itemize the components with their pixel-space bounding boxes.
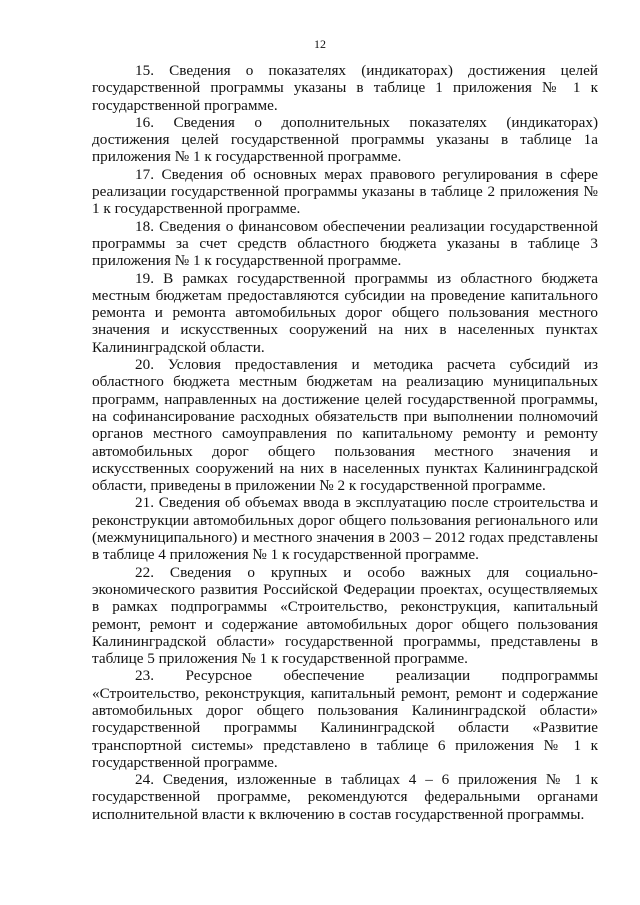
paragraph-24: 24. Сведения, изложенные в таблицах 4 – 6 приложения № 1 к государственной программе, рекомендуются федеральными органами исполнительной власти к включению в состав государственной программы. (92, 771, 598, 823)
paragraph-17: 17. Сведения об основных мерах правового регулирования в сфере реализации государственной программы указаны в таблице 2 приложения № 1 к государственной программе. (92, 165, 598, 218)
paragraph-16: 16. Сведения о дополнительных показателях (индикаторах) достижения целей государственной программы указаны в таблице 1а приложения № 1 к государственной программе. (92, 113, 598, 166)
paragraph-19: 19. В рамках государственной программы из областного бюджета местным бюджетам предоставляются субсидии на проведение капитального ремонта и ремонта автомобильных дорог общего пользования местного значения и искусственных сооружений на них в населенных пунктах Калининградской области. (92, 269, 598, 356)
paragraph-21: 21. Сведения об объемах ввода в эксплуатацию после строительства и реконструкции автомобильных дорог общего пользования регионального или (межмуниципального) и местного значения в 2003 – 2012 годах представлены в таблице 4 приложения № 1 к государственной программе. (92, 494, 598, 564)
page-number: 12 (314, 37, 326, 51)
paragraph-18: 18. Сведения о финансовом обеспечении реализации государственной программы за счет средств областного бюджета указаны в таблице 3 приложения № 1 к государственной программе. (92, 217, 598, 270)
paragraph-20: 20. Условия предоставления и методика расчета субсидий из областного бюджета местным бюджетам на реализацию муниципальных программ, направленных на достижение целей государственной программы, на софинансирование расходных обязательств при выполнении полномочий органов местного самоуправления по капитальному ремонту и ремонту автомобильных дорог общего пользования местного значения и искусственных сооружений на них в населенных пунктах Калининградской области, приведены в приложении № 2 к государственной программе. (92, 356, 598, 495)
document-body (92, 62, 598, 823)
paragraph-15: 15. Сведения о показателях (индикаторах) достижения целей государственной программы указаны в таблице 1 приложения № 1 к государственной программе. (92, 62, 598, 114)
paragraph-23: 23. Ресурсное обеспечение реализации подпрограммы «Строительство, реконструкция, капитальный ремонт, ремонт и содержание автомобильных дорог общего пользования Калининградской области» государственной программы Калининградской области «Развитие транспортной системы» представлено в таблице 6 приложения № 1 к государственной программе. (92, 667, 598, 771)
paragraph-22: 22. Сведения о крупных и особо важных для социально-экономического развития Российской Федерации проектах, осуществляемых в рамках подпрограммы «Строительство, реконструкция, капитальный ремонт, ремонт и содержание автомобильных дорог общего пользования Калининградской области» государственной программы, представлены в таблице 5 приложения № 1 к государственной программе. (92, 563, 598, 668)
